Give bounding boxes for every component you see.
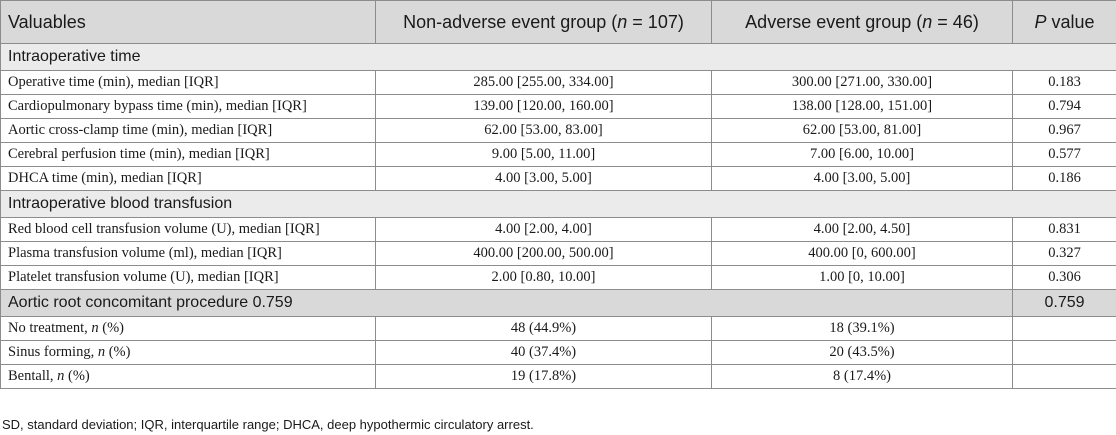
- adverse-value: 20 (43.5%): [712, 341, 1013, 365]
- table-row: [1, 218, 1116, 242]
- non-adverse-value: 62.00 [53.00, 83.00]: [376, 119, 712, 143]
- row-label: Plasma transfusion volume (ml), median [IQR]: [1, 242, 376, 266]
- row-label: Aortic cross-clamp time (min), median [IQR]: [1, 119, 376, 143]
- p-value: 0.967: [1013, 119, 1116, 143]
- p-value: 0.306: [1013, 266, 1116, 290]
- non-adverse-value: 139.00 [120.00, 160.00]: [376, 95, 712, 119]
- section-p-value: 0.759: [1013, 290, 1116, 317]
- table-row: [1, 143, 1116, 167]
- section-title: Intraoperative blood transfusion: [1, 191, 1116, 218]
- p-value: [1013, 341, 1116, 365]
- p-value: 0.577: [1013, 143, 1116, 167]
- non-adverse-value: 4.00 [3.00, 5.00]: [376, 167, 712, 191]
- section-title: Intraoperative time: [1, 44, 1116, 71]
- header-p-value: P value: [1013, 1, 1116, 44]
- adverse-value: 300.00 [271.00, 330.00]: [712, 71, 1013, 95]
- row-label: DHCA time (min), median [IQR]: [1, 167, 376, 191]
- header-adverse-group: Adverse event group (n = 46): [712, 1, 1013, 44]
- row-label: Platelet transfusion volume (U), median [IQR]: [1, 266, 376, 290]
- section-row-blood-transfusion: [1, 191, 1116, 218]
- row-label: Bentall, n (%): [1, 365, 376, 389]
- table-row: [1, 242, 1116, 266]
- p-value: 0.794: [1013, 95, 1116, 119]
- table-footnote: SD, standard deviation; IQR, interquartile range; DHCA, deep hypothermic circulatory arrest.: [2, 417, 534, 432]
- row-label: No treatment, n (%): [1, 317, 376, 341]
- header-valuables: Valuables: [1, 1, 376, 44]
- adverse-value: 62.00 [53.00, 81.00]: [712, 119, 1013, 143]
- non-adverse-value: 400.00 [200.00, 500.00]: [376, 242, 712, 266]
- row-label: Red blood cell transfusion volume (U), median [IQR]: [1, 218, 376, 242]
- row-label: Operative time (min), median [IQR]: [1, 71, 376, 95]
- adverse-value: 4.00 [3.00, 5.00]: [712, 167, 1013, 191]
- non-adverse-value: 2.00 [0.80, 10.00]: [376, 266, 712, 290]
- section-row-intraoperative-time: [1, 44, 1116, 71]
- non-adverse-value: 40 (37.4%): [376, 341, 712, 365]
- table-row: [1, 266, 1116, 290]
- p-value: 0.831: [1013, 218, 1116, 242]
- non-adverse-value: 285.00 [255.00, 334.00]: [376, 71, 712, 95]
- row-label: Cerebral perfusion time (min), median [IQR]: [1, 143, 376, 167]
- p-value: 0.186: [1013, 167, 1116, 191]
- non-adverse-value: 9.00 [5.00, 11.00]: [376, 143, 712, 167]
- adverse-value: 7.00 [6.00, 10.00]: [712, 143, 1013, 167]
- table-row: [1, 317, 1116, 341]
- table-row: [1, 341, 1116, 365]
- p-value: [1013, 317, 1116, 341]
- adverse-value: 138.00 [128.00, 151.00]: [712, 95, 1013, 119]
- table-row: [1, 167, 1116, 191]
- p-value: [1013, 365, 1116, 389]
- header-non-adverse-group: Non-adverse event group (n = 107): [376, 1, 712, 44]
- adverse-value: 18 (39.1%): [712, 317, 1013, 341]
- table-row: [1, 95, 1116, 119]
- table-row: [1, 365, 1116, 389]
- adverse-value: 400.00 [0, 600.00]: [712, 242, 1013, 266]
- adverse-value: 1.00 [0, 10.00]: [712, 266, 1013, 290]
- p-value: 0.327: [1013, 242, 1116, 266]
- table-row: [1, 119, 1116, 143]
- adverse-value: 8 (17.4%): [712, 365, 1013, 389]
- adverse-value: 4.00 [2.00, 4.50]: [712, 218, 1013, 242]
- p-value: 0.183: [1013, 71, 1116, 95]
- non-adverse-value: 4.00 [2.00, 4.00]: [376, 218, 712, 242]
- section-title: Aortic root concomitant procedure 0.759: [1, 290, 1013, 317]
- row-label: Sinus forming, n (%): [1, 341, 376, 365]
- row-label: Cardiopulmonary bypass time (min), median [IQR]: [1, 95, 376, 119]
- table-row: [1, 71, 1116, 95]
- non-adverse-value: 19 (17.8%): [376, 365, 712, 389]
- non-adverse-value: 48 (44.9%): [376, 317, 712, 341]
- section-row-aortic-root: [1, 290, 1116, 317]
- table-header-row: [1, 1, 1116, 44]
